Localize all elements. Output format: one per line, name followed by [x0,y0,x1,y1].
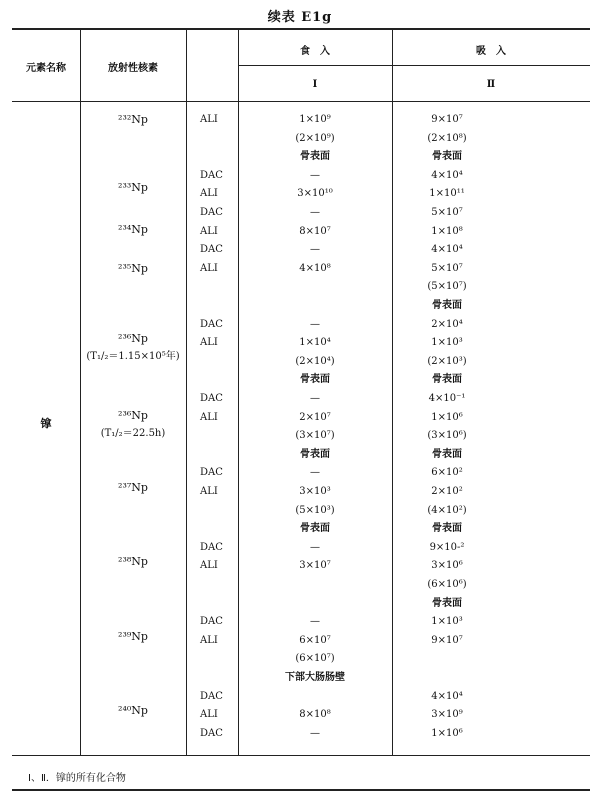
nuclide-half-life: (T₁/₂＝22.5h) [100,427,166,439]
ingestion-value: 骨表面 [300,151,330,163]
inhalation-value: (2×10³) [427,355,467,367]
table-title: 续表 E1g [267,10,333,25]
ingestion-value: 8×10⁷ [299,225,331,237]
category-label: ALI [200,560,218,572]
ingestion-value: 3×10⁷ [299,560,331,572]
inhalation-value: 5×10⁷ [431,262,463,274]
nuclide-label: ²³⁹Np [118,629,148,643]
inhalation-value: 6×10² [431,467,463,479]
ingestion-value: 8×10⁸ [299,709,331,721]
ingestion-value: 1×10⁹ [299,114,331,125]
nuclide-label: ²³⁶Np [118,332,148,346]
header-bottom-rule [12,101,590,102]
ingestion-value: 6×10⁷ [299,634,331,646]
ingestion-value: 3×10³ [299,486,331,497]
inhalation-value: 1×10¹¹ [429,188,465,200]
ingestion-value: — [310,244,320,256]
category-label: ALI [200,262,218,274]
ingestion-value: — [310,318,320,330]
nuclide-label: ²³³Np [118,181,148,195]
inhalation-value: (4×10²) [427,504,467,516]
header-class-i: Ⅰ [312,79,318,90]
inhalation-value: 骨表面 [432,523,462,535]
nuclide-half-life: (T₁/₂＝1.15×10⁵年) [86,351,180,363]
category-label: ALI [200,337,218,349]
category-label: DAC [200,393,223,404]
inhalation-value: 9×10⁷ [431,114,463,125]
nuclide-label: ²³⁵Np [118,261,148,275]
inhalation-value: 9×10⁷ [431,634,463,646]
col-divider-2 [186,28,187,755]
inhalation-value: 1×10⁶ [431,411,463,423]
ingestion-value: (2×10⁹) [295,132,335,144]
top-rule [12,28,590,30]
inhalation-value: 骨表面 [432,151,462,163]
category-label: DAC [200,690,223,702]
nuclide-label: ²⁴⁰Np [118,704,148,718]
ingestion-value: 骨表面 [300,374,330,386]
ingestion-value: 2×10⁷ [299,411,331,423]
header-nuclide: 放射性核素 [108,63,158,74]
ingestion-value: (3×10⁷) [295,430,335,442]
header-class-ii: Ⅱ [486,79,496,90]
ingestion-value: — [310,727,320,739]
inhalation-value: 骨表面 [432,300,462,311]
inhalation-value: 2×10² [431,486,463,497]
category-label: DAC [200,467,223,479]
category-label: DAC [200,541,223,553]
category-label: ALI [200,486,218,497]
inhalation-value: (6×10⁶) [427,579,467,590]
inhalation-value: 4×10⁴ [431,244,463,256]
inhalation-value: 3×10⁶ [431,560,463,572]
col-divider-4 [392,28,393,755]
header-mid-rule [238,65,590,66]
ingestion-value: — [310,541,320,553]
inhalation-value: 4×10⁻¹ [428,393,466,404]
nuclide-label: ²³²Np [118,113,148,126]
ingestion-value: 1×10⁴ [299,337,331,349]
ingestion-value: 下部大肠肠壁 [285,672,345,683]
header-element: 元素名称 [26,63,66,74]
ingestion-value: 4×10⁸ [299,262,331,274]
ingestion-value: — [310,393,320,404]
category-label: ALI [200,709,218,721]
category-label: DAC [200,727,223,739]
nuclide-label: ²³⁷Np [118,481,148,494]
bottom-rule [12,789,590,791]
header-ingestion: 食 入 [300,46,330,57]
ingestion-value: (6×10⁷) [295,653,335,665]
category-label: DAC [200,169,223,181]
category-label: ALI [200,188,218,200]
category-label: DAC [200,207,223,218]
header-inhalation: 吸 入 [476,46,506,57]
inhalation-value: (5×10⁷) [427,281,467,293]
inhalation-value: 1×10³ [431,616,463,628]
ingestion-value: 骨表面 [300,523,330,535]
inhalation-value: 2×10⁴ [431,318,463,330]
inhalation-value: 1×10⁸ [431,225,463,237]
ingestion-value: — [310,169,320,181]
inhalation-value: 4×10⁴ [431,169,463,181]
inhalation-value: 骨表面 [432,448,462,460]
ingestion-value: 骨表面 [300,448,330,460]
inhalation-value: 3×10⁹ [431,709,463,721]
category-label: DAC [200,244,223,256]
ingestion-value: (5×10³) [295,504,335,516]
inhalation-value: 9×10-² [429,541,465,553]
inhalation-value: 骨表面 [432,597,462,609]
col-divider-1 [80,28,81,755]
nuclide-label: ²³⁴Np [118,222,148,236]
inhalation-value: (2×10⁸) [427,132,467,144]
col-divider-3 [238,28,239,755]
ingestion-value: (2×10⁴) [295,355,335,367]
ingestion-value: 3×10¹⁰ [297,188,333,200]
category-label: ALI [200,225,218,237]
inhalation-value: 1×10⁶ [431,727,463,739]
inhalation-value: (3×10⁶) [427,430,467,442]
category-label: ALI [200,411,218,423]
inhalation-value: 骨表面 [432,374,462,386]
inhalation-value: 1×10³ [431,337,463,349]
ingestion-value: — [310,616,320,628]
element-name: 镎 [40,417,52,430]
footer-top-rule [12,755,590,756]
ingestion-value: — [310,467,320,479]
nuclide-label: ²³⁸Np [118,555,148,569]
category-label: ALI [200,634,218,646]
table-footnote: Ⅰ、Ⅱ．镎的所有化合物 [28,773,126,784]
inhalation-value: 5×10⁷ [431,207,463,218]
nuclide-label: ²³⁶Np [118,408,148,422]
category-label: DAC [200,318,223,330]
category-label: DAC [200,616,223,628]
category-label: ALI [200,114,218,125]
inhalation-value: 4×10⁴ [431,690,463,702]
ingestion-value: — [310,207,320,218]
